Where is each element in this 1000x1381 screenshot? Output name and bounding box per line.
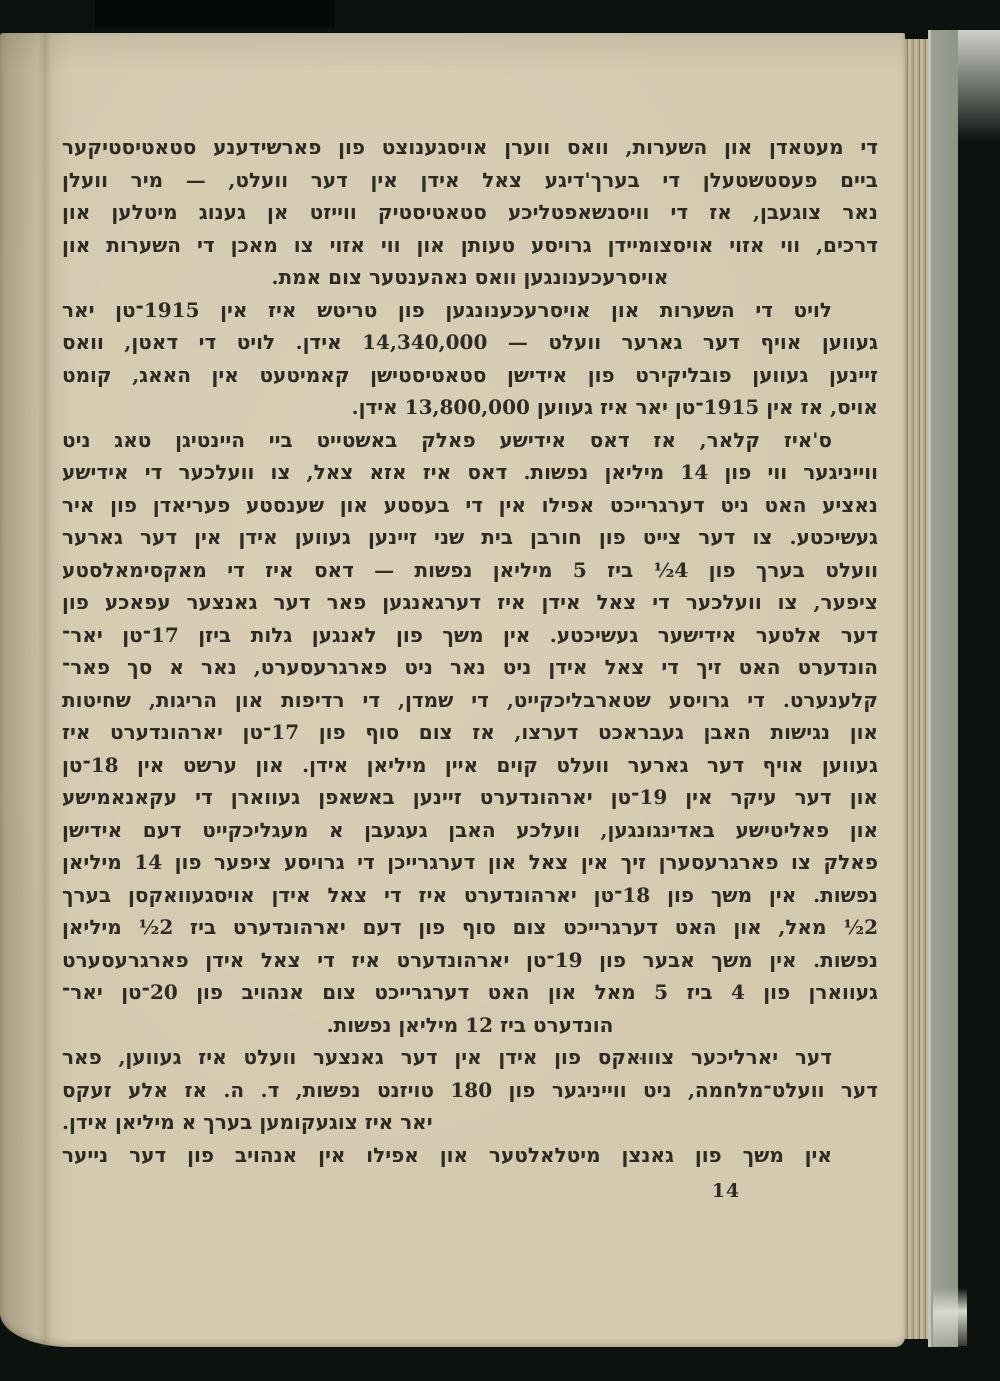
text-line: הונדערט האט זיך די צאל אידן ניט נאר ניט פארגרעסערט, נאר א סך פאר־ bbox=[62, 655, 878, 679]
text-line: דער יארליכער צוווּאקס פון אידן אין דער גאנצער וועלט איז געווען, פאר bbox=[62, 1045, 832, 1069]
text-line: נאר צוגעבן, אז די וויסנשאפטליכע סטאטיסטיק ווייזט אן גענוג מיטלען און bbox=[62, 200, 878, 224]
text-line: ביים פעסטשטעלן די בערך'דיגע צאל אידן אין דער וועלט, — מיר וועלן bbox=[62, 167, 878, 192]
text-line: און פאליטישע באדינגונגען, וועלכע האבן געגעבן א מעגליכקייט דעם אידישן bbox=[62, 817, 879, 842]
edge-highlight-top bbox=[958, 30, 1000, 148]
text-line: דער אלטער אידישער געשיכטע. אין משך פון לאנגען גלות ביזן 17־טן יאר־ bbox=[62, 622, 878, 647]
text-line: דער וועלט־מלחמה, ניט ווייניגער פון 180 טויזנט נפשות, ד. ה. אז אלע זעקס bbox=[62, 1077, 878, 1102]
paragraph bbox=[62, 424, 878, 1042]
text-line: אויסרעכענונגען וואס נאהענטער צום אמת. bbox=[271, 265, 669, 289]
text-line: געווען אויף דער גארער וועלט קוים איין מיליאן אידן. און ערשט אין 18־טן bbox=[62, 752, 878, 777]
text-line: נאציע האט ניט דערגרייכט אפילו אין די בעסטע און שענסטע פעריאדן פון איר bbox=[62, 492, 878, 517]
text-line: נפשות. אין משך אבער פון 19־טן יארהונדערט איז די צאל אידן פארגרעסערט bbox=[62, 947, 878, 972]
paragraph bbox=[62, 1041, 878, 1139]
text-line: 2½ מאל, און האט דערגרייכט צום סוף פון דעם יארהונדערט ביז 2½ מיליאן bbox=[62, 915, 878, 939]
text-line: ווייניגער ווי פון 14 מיליאן נפשות. דאס איז אזא צאל, צו וועלכער די אידישע bbox=[62, 460, 878, 484]
text-line: נפשות. אין משך פון 18־טן יארהונדערט איז די צאל אידן אויסגעוואקסן בערך bbox=[62, 882, 878, 907]
text-line: זיינען געווען פובליקירט פון אידישן סטאטיסטישן קאמיטעט אין האאג, קומט bbox=[62, 362, 878, 387]
edge-highlight-bottom bbox=[933, 1288, 967, 1346]
text-line: אין משך פון גאנצן מיטלאלטער און אפילו אין אנהויב פון דער נייער bbox=[62, 1142, 832, 1167]
text-line: קלענערט. די גרויסע שטארבליכקייט, די שמדן, די רדיפות און הריגות, שחיטות bbox=[62, 687, 878, 712]
page-edge-stack bbox=[905, 39, 928, 1339]
fore-edge-strip bbox=[928, 30, 958, 1347]
text-block bbox=[62, 131, 878, 1171]
text-line: דרכים, ווי אזוי אויסצומיידן גרויסע טעותן און ווי אזוי צו מאכן די השערות און bbox=[62, 232, 878, 257]
text-line: פאלק צו פארגרעסערן זיך אין צאל און דערגרייכן די גרויסע ציפער פון 14 מיליאן bbox=[62, 850, 878, 874]
text-line: ס'איז קלאר, אז דאס אידישע פאלק באשטייט ביי היינטיגן טאג ניט bbox=[62, 427, 832, 452]
paragraph bbox=[62, 131, 878, 294]
text-line: וועלט בערך פון 4½ ביז 5 מיליאן נפשות — דאס איז די מאקסימאלסטע bbox=[62, 557, 878, 582]
text-line: ציפער, צו וועלכער די צאל אידן איז דערגאנגען פאר דער גאנצער עפאכע פון bbox=[62, 590, 878, 614]
text-line: און נגישות האבן געבראכט דערצו, אז צום סוף פון 17־טן יארהונדערט איז bbox=[62, 720, 878, 744]
paragraph bbox=[62, 294, 878, 424]
text-line: געווארן פון 4 ביז 5 מאל און האט דערגרייכט צום אנהויב פון 20־טן יאר־ bbox=[62, 980, 878, 1004]
text-line: געשיכטע. צו דער צייט פון חורבן בית שני זיינען געווען אידן אין דער גארער bbox=[62, 525, 878, 549]
text-line: הונדערט ביז 12 מיליאן נפשות. bbox=[326, 1012, 614, 1037]
book-spine-shadow bbox=[95, 0, 335, 27]
text-line: אויס, אז אין 1915־טן יאר איז געווען 13,800,000 אידן. bbox=[351, 395, 878, 419]
paragraph bbox=[62, 1139, 878, 1172]
text-line: לויט די השערות און אויסרעכענונגען פון טריטש איז אין 1915־טן יאר bbox=[62, 297, 832, 322]
page-number: 14 bbox=[711, 1180, 741, 1202]
text-line: די מעטאדן און השערות, וואס ווערן אויסגענוצט פון פארשידענע סטאטיסטיקער bbox=[62, 135, 878, 159]
text-line: און דער עיקר אין 19־טן יארהונדערט זיינען באשאפן געווארן די עקאנאמישע bbox=[62, 785, 878, 809]
text-line: יאר איז צוגעקומען בערך א מיליאן אידן. bbox=[62, 1110, 433, 1134]
text-line: געווען אויף דער גארער וועלט — 14,340,000 אידן. לויט די דאטן, וואס bbox=[62, 330, 878, 354]
